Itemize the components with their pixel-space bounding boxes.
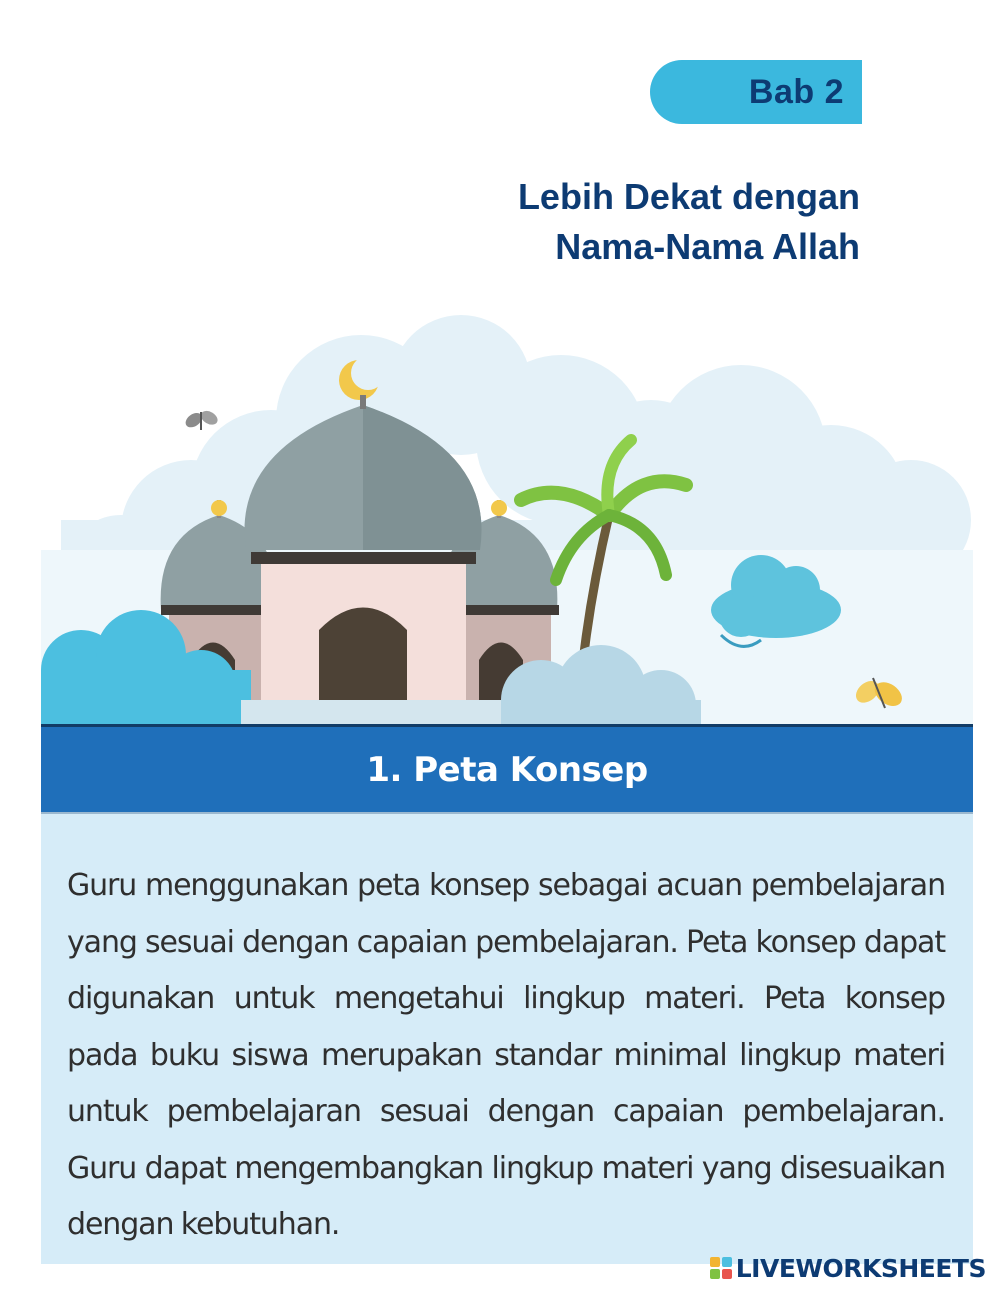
liveworksheets-icon xyxy=(710,1257,732,1279)
mosque-illustration xyxy=(41,300,973,725)
content-box xyxy=(41,812,973,1264)
chapter-label: Bab 2 xyxy=(748,72,844,111)
chapter-title-line-1: Lebih Dekat dengan xyxy=(517,176,860,217)
chapter-badge xyxy=(650,60,862,124)
chapter-title xyxy=(340,172,860,272)
butterfly-icon xyxy=(183,408,220,430)
section-heading: 1. Peta Konsep xyxy=(366,749,648,790)
liveworksheets-logo[interactable] xyxy=(710,1250,986,1286)
chapter-title-line-2: Nama-Nama Allah xyxy=(555,226,860,267)
section-heading-bar xyxy=(41,724,973,812)
section-body: Guru menggunakan peta konsep sebagai acuan pembelajaran yang sesuai dengan capaian pembelajaran. Peta konsep dapat digunakan untuk mengetahui lingkup materi. Peta konsep pada buku siswa merupakan standar minimal lingkup materi untuk pembelajaran sesuai dengan capaian pembelajaran. Guru dapat mengembangkan lingkup materi yang disesuaikan dengan kebutuhan. xyxy=(67,868,945,1242)
brand-text: LIVEWORKSHEETS xyxy=(735,1253,986,1283)
